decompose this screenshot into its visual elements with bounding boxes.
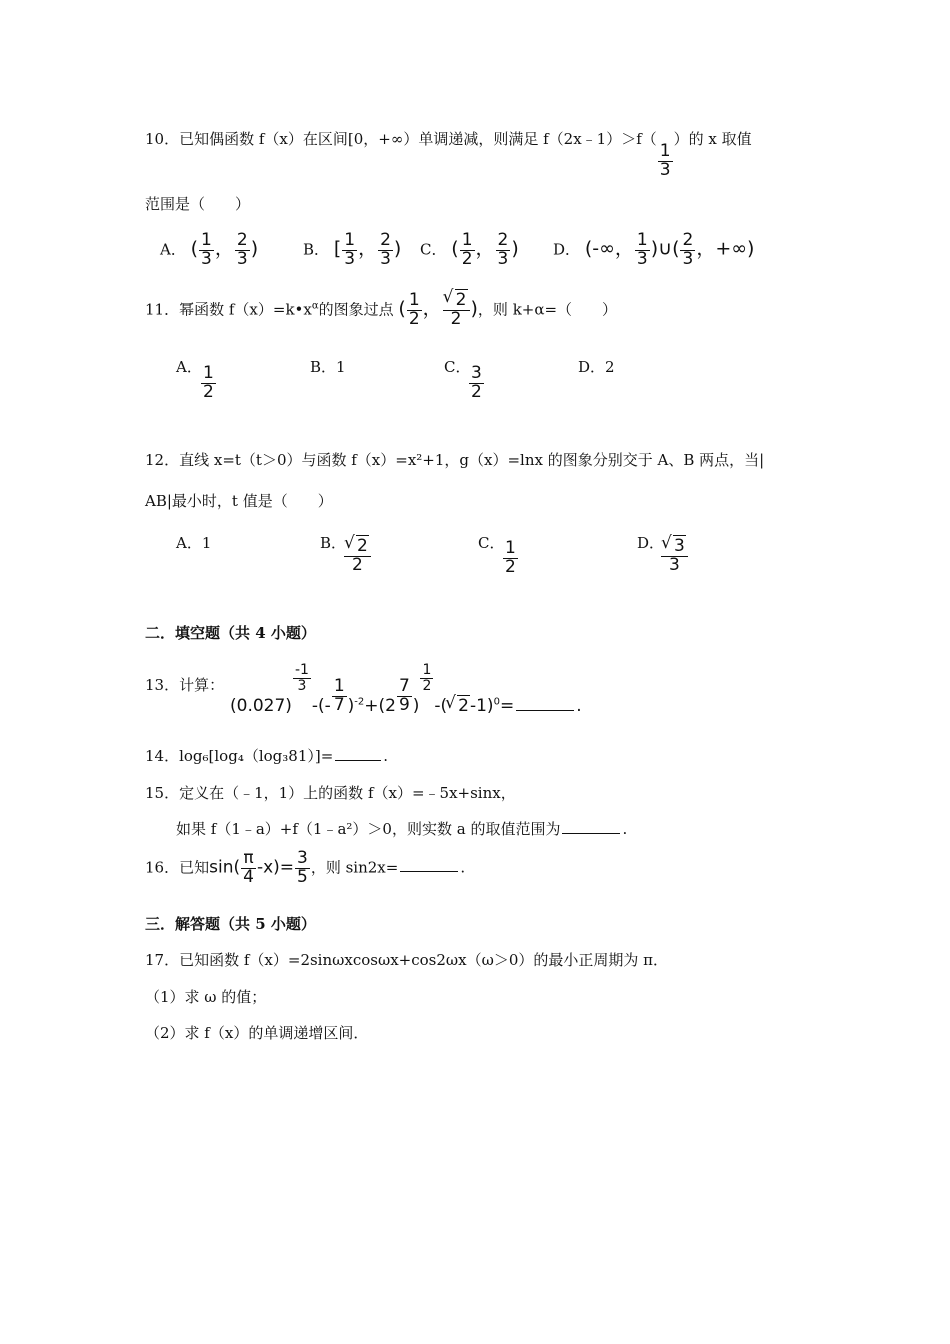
fraction: $\frac{2}{3}$ xyxy=(682,230,694,269)
q11-option-a xyxy=(176,356,202,377)
question-text: 直线 x=t（t＞0）与函数 f（x）=x²+1，g（x）=lnx 的图象分别交于 A、B 两点，当| xyxy=(179,451,765,469)
option-label: A． xyxy=(176,358,202,376)
fraction: $\frac{2}{3}$ xyxy=(236,230,248,269)
q11-option-a-value xyxy=(200,365,217,402)
q10-option-c: C． ( $\frac{1}{2}$ ， $\frac{2}{3}$ ) xyxy=(420,230,519,269)
question-text: ，则 k+α=（ ） xyxy=(477,300,618,319)
fraction: $\frac{2}{3}$ xyxy=(380,230,391,269)
option-label: C． xyxy=(444,358,471,376)
question-text: ，则 sin2x= xyxy=(310,858,399,877)
question-15 xyxy=(145,782,516,803)
question-17-part2: （2）求 f（x）的单调递增区间． xyxy=(145,1024,369,1042)
question-12-line2: AB|最小时，t 值是（ ） xyxy=(145,492,333,510)
question-text: 已知函数 f（x）=2sinωxcosωx+cos2ωx（ω＞0）的最小正周期为 π． xyxy=(179,951,668,969)
question-12 xyxy=(145,449,764,470)
question-number: 17． xyxy=(145,951,180,969)
answer-blank xyxy=(400,857,458,872)
q11-option-b: B．1 xyxy=(310,358,346,376)
question-number: 14． xyxy=(145,747,180,765)
fraction: $\frac{1}{2}$ xyxy=(461,230,473,269)
fraction: $\frac{1}{3}$ xyxy=(636,230,648,269)
section-heading-fill-in: 二．填空题（共 4 小题） xyxy=(145,624,316,642)
q10-option-a: A． ( $\frac{1}{3}$ ， $\frac{2}{3}$ ) xyxy=(160,230,259,269)
question-text: 已知 xyxy=(179,858,210,877)
q12-option-d-value xyxy=(660,538,689,575)
question-number: 15． xyxy=(145,784,180,802)
option-label: D． xyxy=(553,240,581,259)
q12-option-a: A．1 xyxy=(176,534,212,552)
question-text: 幂函数 f（x）=k•x xyxy=(179,300,312,319)
fraction: $\frac{7}{9}$ xyxy=(398,676,410,715)
question-11: 11．幂函数 $f(x)=k•x^\alpha$的图象过点 ( $\frac{1}{2}$ ， √ $\frac{2}{2}$ )，则 k+α=（ ） xyxy=(145,292,617,329)
question-number: 13． xyxy=(145,676,180,694)
q10-option-d: D． (-∞， $\frac{1}{3}$ )∪( $\frac{2}{3}$ ，+∞) xyxy=(553,230,755,269)
fraction: $\frac{1}{2}$ xyxy=(422,662,432,694)
q12-option-c-value xyxy=(502,540,519,577)
fraction: $\frac{3}{5}$ xyxy=(297,848,308,887)
fraction: $\frac{1}{3}$ xyxy=(659,141,671,180)
q10-option-b: B． [ $\frac{1}{3}$ ， $\frac{2}{3}$ ) xyxy=(303,230,402,269)
question-10-line2: 范围是（ ） xyxy=(145,195,251,213)
question-text: log₆[log₄（log₃81）]= xyxy=(179,747,334,765)
option-label: A． xyxy=(160,240,186,259)
section-heading-solve: 三．解答题（共 5 小题） xyxy=(145,915,316,933)
question-text: ）的 x 取值 xyxy=(673,130,752,148)
fraction: √ $\frac{2}{2}$ xyxy=(443,292,470,329)
question-text: 已知偶函数 f（x）在区间[0，+∞）单调递减，则满足 f（2x﹣1）＞f（ xyxy=(179,130,657,148)
question-text: 如果 f（1﹣a）+f（1﹣a²）＞0，则实数 a 的取值范围为 xyxy=(176,820,561,838)
fraction: $\frac{2}{3}$ xyxy=(497,230,509,269)
fraction: $\frac{1}{2}$ xyxy=(408,290,420,329)
question-text: 计算： xyxy=(179,676,225,694)
question-17 xyxy=(145,949,668,970)
question-number: 10． xyxy=(145,130,180,148)
question-text: 定义在（﹣1，1）上的函数 f（x）=﹣5x+sinx， xyxy=(179,784,516,802)
fraction: $\frac{\pi}{4}$ xyxy=(243,848,254,887)
option-label: B． xyxy=(320,534,347,552)
question-10 xyxy=(145,128,752,180)
fraction: $\frac{1}{2}$ xyxy=(505,538,516,577)
fraction: √ $\frac{3}{3}$ xyxy=(661,538,688,575)
exponent: α xyxy=(311,300,319,312)
question-17-part1: （1）求 ω 的值； xyxy=(145,988,267,1006)
fraction: $\frac{1}{7}$ xyxy=(333,676,345,715)
fraction: $\frac{3}{2}$ xyxy=(471,363,482,402)
option-label: C． xyxy=(420,240,447,259)
answer-blank xyxy=(335,746,381,761)
question-14: 14．log₆[log₄（log₃81）]= . xyxy=(145,747,389,765)
option-label: B． xyxy=(303,240,330,259)
fraction: √ $\frac{2}{2}$ xyxy=(344,538,371,575)
q11-option-c xyxy=(444,356,470,377)
question-13 xyxy=(145,674,224,695)
question-number: 16． xyxy=(145,858,180,877)
option-label: D． xyxy=(637,534,665,552)
q12-option-c xyxy=(478,532,504,553)
q11-option-d: D．2 xyxy=(578,358,615,376)
fraction: $\frac{1}{2}$ xyxy=(203,363,214,402)
answer-blank xyxy=(562,819,620,834)
fraction: $\frac{1}{3}$ xyxy=(201,230,212,269)
q13-expression: (0.027) $\frac{-1}{3}$ -(- $\frac{1}{7}$ )$^{-2}$+(2 $\frac{7}{9}$ ) $\frac{1}{2}$ -(√ 2-1)$^0$= . xyxy=(230,664,582,701)
question-number: 11． xyxy=(145,300,180,319)
question-number: 12． xyxy=(145,451,180,469)
fraction: $\frac{1}{3}$ xyxy=(344,230,356,269)
fraction: $\frac{-1}{3}$ xyxy=(294,662,309,694)
q11-option-c-value xyxy=(468,365,485,402)
question-15-line2: 如果 f（1﹣a）+f（1﹣a²）＞0，则实数 a 的取值范围为 . xyxy=(176,820,628,838)
question-16: 16．已知sin( $\frac{\pi}{4}$ -x)= $\frac{3}{5}$ ，则 sin2x= . xyxy=(145,848,466,887)
question-text: 的图象过点 xyxy=(318,300,394,319)
q12-option-b-value xyxy=(343,538,372,575)
option-label: C． xyxy=(478,534,505,552)
